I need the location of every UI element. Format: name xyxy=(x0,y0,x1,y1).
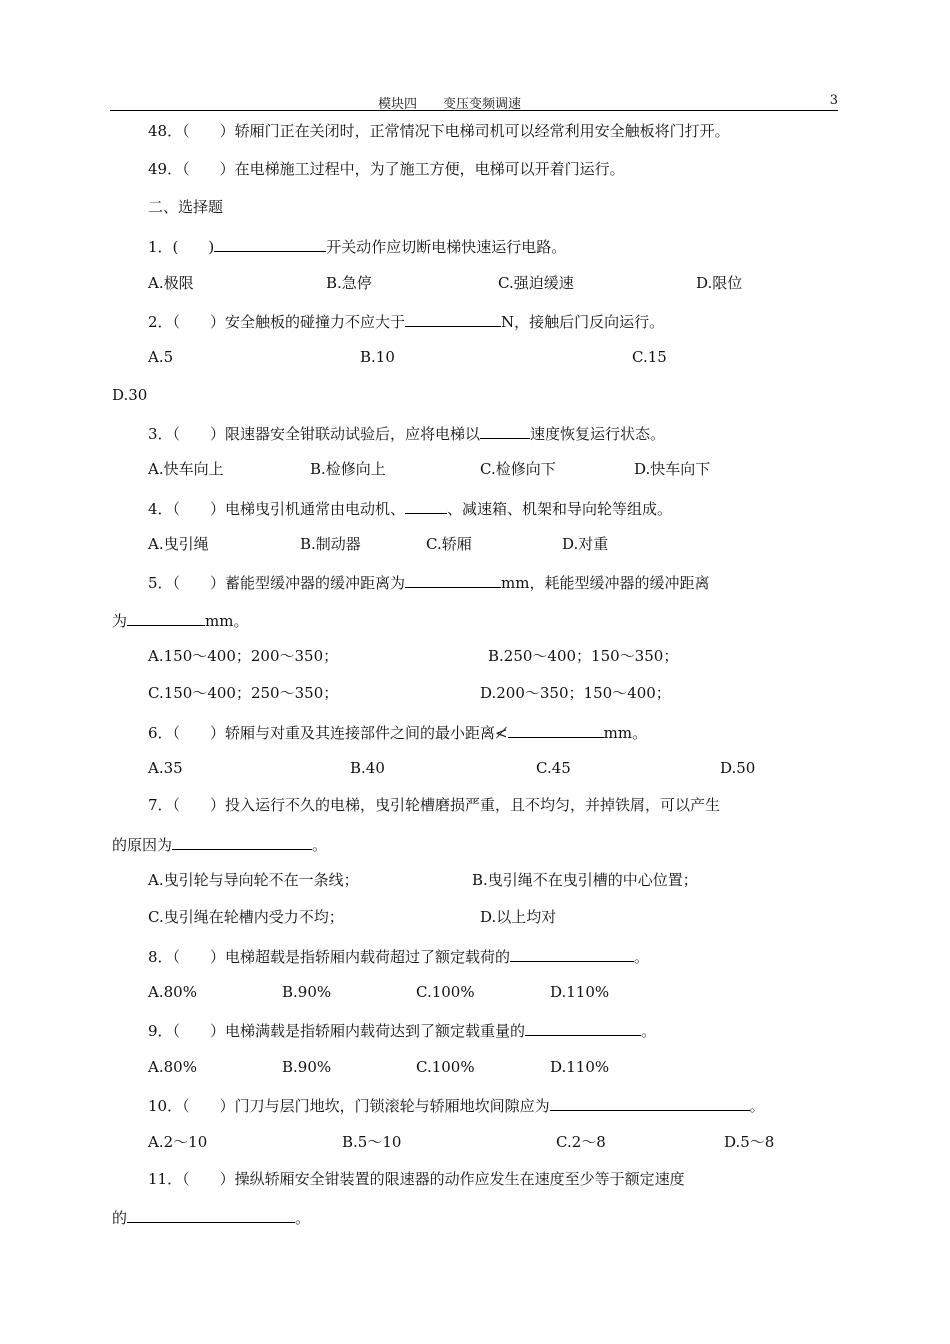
question-text: 开关动作应切断电梯快速运行电路。 xyxy=(326,238,567,256)
question-11-continued xyxy=(112,1206,310,1228)
option-d: D.50 xyxy=(720,759,756,777)
option-d: D.110% xyxy=(550,983,610,1001)
question-8 xyxy=(148,945,649,967)
question-text: 7．（ ）投入运行不久的电梯，曳引轮槽磨损严重，且不均匀，并掉铁屑，可以产生 xyxy=(148,796,721,814)
question-text: 2．（ ）安全触板的碰撞力不应大于 xyxy=(148,313,406,331)
option-c: C.2～8 xyxy=(556,1133,606,1151)
option-c: C.强迫缓速 xyxy=(498,274,574,292)
option-a: A.曳引轮与导向轮不在一条线； xyxy=(148,871,359,889)
option-b: B.急停 xyxy=(326,274,372,292)
question-text: 为 xyxy=(112,612,128,630)
option-c: C.曳引绳在轮槽内受力不均； xyxy=(148,908,344,926)
question-6 xyxy=(148,721,647,743)
answer-blank[interactable] xyxy=(510,945,634,962)
question-text: 。 xyxy=(312,836,328,854)
option-d: D.30 xyxy=(112,386,148,404)
question-text: mm。 xyxy=(603,724,648,742)
question-text: 3．（ ）限速器安全钳联动试验后，应将电梯以 xyxy=(148,425,481,443)
option-b: B.250～400；150～350； xyxy=(488,647,679,665)
question-text: 49．（ ）在电梯施工过程中，为了施工方便，电梯可以开着门运行。 xyxy=(148,160,625,178)
question-text: 8．（ ）电梯超载是指轿厢内载荷超过了额定载荷的 xyxy=(148,948,511,966)
option-b: B.10 xyxy=(360,348,395,366)
question-3 xyxy=(148,422,665,444)
answer-blank[interactable] xyxy=(127,1206,295,1223)
question-text: 5．（ ）蓄能型缓冲器的缓冲距离为 xyxy=(148,574,406,592)
option-a: A.150～400；200～350； xyxy=(148,647,339,665)
option-a: A.快车向上 xyxy=(148,460,224,478)
question-text: 1．( ) xyxy=(148,238,215,256)
option-a: A.5 xyxy=(148,348,174,366)
question-text: mm，耗能型缓冲器的缓冲距离 xyxy=(501,574,710,592)
page-header xyxy=(110,92,838,111)
option-c: C.检修向下 xyxy=(480,460,556,478)
option-a: A.曳引绳 xyxy=(148,535,209,553)
question-text: 6．（ ）轿厢与对重及其连接部件之间的最小距离≮ xyxy=(148,724,508,742)
page-number: 3 xyxy=(829,93,838,108)
option-c: C.100% xyxy=(416,983,475,1001)
option-b: B.制动器 xyxy=(300,535,361,553)
option-b: B.90% xyxy=(282,1058,332,1076)
option-a: A.2～10 xyxy=(148,1133,208,1151)
question-text: 的原因为 xyxy=(112,836,173,854)
answer-blank[interactable] xyxy=(405,497,447,514)
option-c: C.15 xyxy=(632,348,667,366)
question-5 xyxy=(148,571,710,593)
option-d: D.5～8 xyxy=(724,1133,775,1151)
question-text: 4．（ ）电梯曳引机通常由电动机、 xyxy=(148,500,406,518)
question-2 xyxy=(148,310,664,332)
option-d: D.对重 xyxy=(562,535,609,553)
question-text: 的 xyxy=(112,1209,128,1227)
option-d: D.快车向下 xyxy=(634,460,711,478)
question-text: mm。 xyxy=(205,612,249,630)
option-c: C.轿厢 xyxy=(426,535,472,553)
question-7 xyxy=(148,795,720,815)
question-text: 。 xyxy=(641,1022,657,1040)
option-b: B.90% xyxy=(282,983,332,1001)
question-1 xyxy=(148,235,566,257)
question-text: 速度恢复运行状态。 xyxy=(530,425,666,443)
question-49 xyxy=(148,159,625,179)
question-5-continued xyxy=(112,609,248,631)
section-heading xyxy=(148,197,223,217)
answer-blank[interactable] xyxy=(550,1094,750,1111)
question-text: 。 xyxy=(295,1209,311,1227)
question-text: 。 xyxy=(634,948,650,966)
answer-blank[interactable] xyxy=(127,609,205,626)
answer-blank[interactable] xyxy=(525,1019,641,1036)
answer-blank[interactable] xyxy=(480,422,530,439)
answer-blank[interactable] xyxy=(508,721,604,738)
option-c: C.45 xyxy=(536,759,571,777)
section-title: 二、选择题 xyxy=(148,198,224,216)
question-text: 、减速箱、机架和导向轮等组成。 xyxy=(447,500,673,518)
option-a: A.35 xyxy=(148,759,183,777)
option-b: B.40 xyxy=(350,759,385,777)
question-9 xyxy=(148,1019,656,1041)
question-4 xyxy=(148,497,672,519)
option-a: A.80% xyxy=(148,983,197,1001)
question-text: 9．（ ）电梯满载是指轿厢内载荷达到了额定载重量的 xyxy=(148,1022,526,1040)
option-d: D.200～350；150～400； xyxy=(480,684,671,702)
option-a: A.80% xyxy=(148,1058,197,1076)
question-text: 11．（ ）操纵轿厢安全钳装置的限速器的动作应发生在速度至少等于额定速度 xyxy=(148,1170,685,1188)
option-a: A.极限 xyxy=(148,274,194,292)
option-d: D.限位 xyxy=(696,274,743,292)
option-c: C.100% xyxy=(416,1058,475,1076)
option-b: B.检修向上 xyxy=(310,460,386,478)
question-10 xyxy=(148,1094,765,1116)
option-b: B.5～10 xyxy=(342,1133,402,1151)
answer-blank[interactable] xyxy=(214,235,326,252)
answer-blank[interactable] xyxy=(172,833,312,850)
header-title: 模块四 变压变频调速 xyxy=(378,97,522,112)
option-d: D.以上均对 xyxy=(480,908,557,926)
question-7-continued xyxy=(112,833,327,855)
answer-blank[interactable] xyxy=(405,310,501,327)
option-d: D.110% xyxy=(550,1058,610,1076)
question-text: N，接触后门反向运行。 xyxy=(501,313,665,331)
answer-blank[interactable] xyxy=(405,571,501,588)
question-text: 。 xyxy=(749,1097,765,1115)
question-text: 10．（ ）门刀与层门地坎，门锁滚轮与轿厢地坎间隙应为 xyxy=(148,1097,550,1115)
question-48 xyxy=(148,121,730,141)
question-text: 48．（ ）轿厢门正在关闭时，正常情况下电梯司机可以经常利用安全触板将门打开。 xyxy=(148,122,730,140)
option-c: C.150～400；250～350； xyxy=(148,684,339,702)
option-b: B.曳引绳不在曳引槽的中心位置； xyxy=(472,871,698,889)
question-11 xyxy=(148,1169,685,1189)
